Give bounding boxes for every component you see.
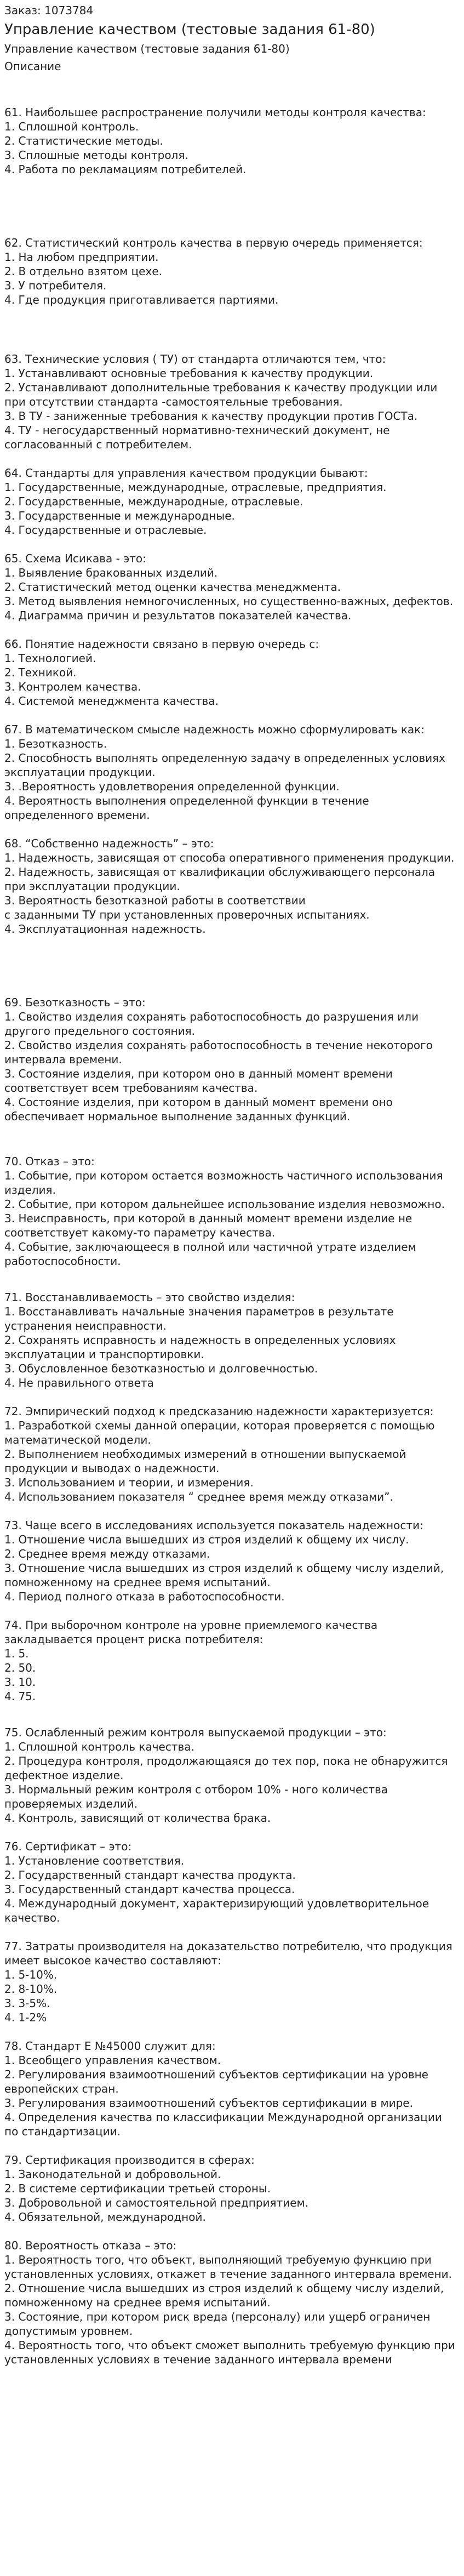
answer-option: 3. .Вероятность удовлетворения определенной функции. xyxy=(4,780,340,793)
answer-option: 4. Государственные и отраслевые. xyxy=(4,523,207,537)
answer-option: 4. 75. xyxy=(4,1690,36,1703)
answer-option: 1. Вероятность того, что объект, выполняющий требуемую функцию при установленных условиях, откажет в течение заданного интервала времени. xyxy=(4,2253,452,2281)
answer-option: 4. Вероятность выполнения определенной функции в течение определенного времени. xyxy=(4,794,369,822)
question-text: 75. Ослабленный режим контроля выпускаемой продукции – это: xyxy=(4,1726,387,1739)
answer-option: 2. Способность выполнять определенную задачу в определенных условиях эксплуатации продукции. xyxy=(4,751,445,779)
answer-option: 3. Метод выявления немногочисленных, но существенно-важных, дефектов. xyxy=(4,595,454,608)
answer-option: 3. В ТУ - заниженные требования к качеству продукции против ГОСТа. xyxy=(4,409,418,423)
question-block xyxy=(4,1618,459,1703)
answer-option: 4. Эксплуатационная надежность. xyxy=(4,922,206,936)
question-text: 72. Эмпирический подход к предсказанию надежности характеризуется: xyxy=(4,1405,434,1418)
question-block xyxy=(4,236,459,307)
answer-option: 4. ТУ - негосударственный нормативно-технический документ, не согласованный с потребителем. xyxy=(4,424,390,451)
question-text: 80. Вероятность отказа – это: xyxy=(4,2239,177,2252)
question-text: 77. Затраты производителя на доказательство потребителю, что продукция имеет высокое качество составляют: xyxy=(4,1940,452,1967)
answer-option: 3. Добровольной и самостоятельной предприятием. xyxy=(4,2196,308,2209)
question-block xyxy=(4,1725,459,1825)
question-text: 67. В математическом смысле надежность можно сформулировать как: xyxy=(4,723,425,736)
answer-option: с заданными ТУ при установленных проверочных испытаниях. xyxy=(4,908,370,921)
answer-option: 2. Техникой. xyxy=(4,666,77,679)
answer-option: 2. 50. xyxy=(4,1661,36,1674)
answer-option: 1. Государственные, международные, отраслевые, предприятия. xyxy=(4,481,387,494)
answer-option: 2. Устанавливают дополнительные требования к качеству продукции или при отсутствии стандарта -самостоятельные требования. xyxy=(4,381,438,408)
answer-option: 3. 3-5%. xyxy=(4,1997,50,2010)
question-text: 61. Наибольшее распространение получили методы контроля качества: xyxy=(4,106,426,119)
question-text: 68. “Собственно надежность” – это: xyxy=(4,837,214,850)
question-block xyxy=(4,995,459,1124)
answer-option: 4. Состояние изделия, при котором в данный момент времени оно обеспечивает нормальное выполнение заданных функций. xyxy=(4,1096,393,1123)
question-block xyxy=(4,1154,459,1268)
answer-option: 1. Сплошной контроль качества. xyxy=(4,1740,194,1753)
order-number: Заказ: 1073784 xyxy=(4,4,94,17)
question-block xyxy=(4,637,459,708)
answer-option: 2. Надежность, зависящая от квалификации обслуживающего персонала при эксплуатации продукции. xyxy=(4,865,436,893)
question-block xyxy=(4,105,459,176)
question-block xyxy=(4,1839,459,1925)
answer-option: 3. Регулирования взаимоотношений субъектов сертификации в мире. xyxy=(4,2096,413,2110)
answer-option: 2. Статистические методы. xyxy=(4,134,163,147)
answer-option: 4. Вероятность того, что объект сможет выполнить требуемую функцию при установленных условиях в течение заданного интервала времени xyxy=(4,2339,455,2366)
answer-option: 3. Неисправность, при которой в данный момент времени изделие не соответствует какому-то параметру качества. xyxy=(4,1212,413,1239)
description-heading: Описание xyxy=(4,60,61,73)
answer-option: 4. Контроль, зависящий от количества брака. xyxy=(4,1811,271,1825)
question-block xyxy=(4,352,459,452)
question-text: 76. Сертификат – это: xyxy=(4,1840,132,1853)
answer-option: 3. Государственный стандарт качества процесса. xyxy=(4,1883,295,1896)
question-block xyxy=(4,1939,459,2025)
question-text: 66. Понятие надежности связано в первую очередь с: xyxy=(4,637,319,651)
answer-option: 1. Сплошной контроль. xyxy=(4,120,139,133)
question-text: 79. Сертификация производится в сферах: xyxy=(4,2153,255,2167)
question-text: 65. Схема Исикава - это: xyxy=(4,552,146,565)
question-text: 78. Стандарт Е №45000 служит для: xyxy=(4,2039,216,2053)
answer-option: 4. Определения качества по классификации Международной организации по стандартизации. xyxy=(4,2111,442,2138)
answer-option: 2. Выполнением необходимых измерений в отношении выпускаемой продукции и выводах о надежности. xyxy=(4,1447,406,1475)
answer-option: 4. Системой менеджмента качества. xyxy=(4,694,219,708)
answer-option: 3. 10. xyxy=(4,1675,36,1689)
answer-option: 4. Не правильного ответа xyxy=(4,1376,154,1389)
answer-option: 4. Период полного отказа в работоспособности. xyxy=(4,1590,285,1603)
answer-option: 2. Государственные, международные, отраслевые. xyxy=(4,495,303,508)
page-title: Управление качеством (тестовые задания 61-80) xyxy=(4,21,375,38)
question-text: 63. Технические условия ( ТУ) от стандарта отличаются тем, что: xyxy=(4,352,386,366)
answer-option: 4. Где продукция приготавливается партиями. xyxy=(4,293,279,306)
answer-option: 3. Обусловленное безотказностью и долговечностью. xyxy=(4,1362,318,1375)
question-block xyxy=(4,1518,459,1604)
answer-option: 1. Разработкой схемы данной операции, которая проверяется с помощью математической модели. xyxy=(4,1419,435,1446)
question-block xyxy=(4,551,459,623)
answer-option: 1. Событие, при котором остается возможность частичного использования изделия. xyxy=(4,1169,443,1196)
answer-option: 3. У потребителя. xyxy=(4,279,107,292)
answer-option: 1. Безотказность. xyxy=(4,737,107,750)
answer-option: 1. Отношение числа вышедших из строя изделий к общему их числу. xyxy=(4,1533,409,1546)
answer-option: 1. 5-10%. xyxy=(4,1968,58,1981)
answer-option: 4. Диаграмма причин и результатов показателей качества. xyxy=(4,609,352,622)
question-block xyxy=(4,1290,459,1390)
answer-option: 1. Всеобщего управления качеством. xyxy=(4,2054,221,2067)
answer-option: 2. Статистический метод оценки качества менеджмента. xyxy=(4,580,341,594)
answer-option: 4. Международный документ, характеризирующий удовлетворительное качество. xyxy=(4,1897,429,1924)
answer-option: 2. 8-10%. xyxy=(4,1982,58,1996)
question-block xyxy=(4,1404,459,1504)
answer-option: 3. Государственные и международные. xyxy=(4,509,235,522)
question-text: 70. Отказ – это: xyxy=(4,1155,95,1168)
answer-option: 3. Состояние, при котором риск вреда (персоналу) или ущерб ограничен допустимым уровнем. xyxy=(4,2310,431,2338)
answer-option: 4. 1-2% xyxy=(4,2011,47,2024)
answer-option: 4. Использованием показателя “ среднее время между отказами”. xyxy=(4,1490,393,1503)
answer-option: 1. Технологией. xyxy=(4,652,96,665)
answer-option: 3. Состояние изделия, при котором оно в данный момент времени соответствует всем требованиям качества. xyxy=(4,1067,393,1095)
answer-option: 4. Событие, заключающееся в полной или частичной утрате изделием работоспособности. xyxy=(4,1240,416,1268)
answer-option: 4. Обязательной, международной. xyxy=(4,2210,206,2224)
question-text: 62. Статистический контроль качества в первую очередь применяется: xyxy=(4,236,423,249)
answer-option: 3. Нормальный режим контроля с отбором 10% - ного количества проверяемых изделий. xyxy=(4,1783,388,1810)
page-subtitle: Управление качеством (тестовые задания 61-80) xyxy=(4,42,290,55)
answer-option: 2. В системе сертификации третьей стороны. xyxy=(4,2182,271,2195)
answer-option: 3. Сплошные методы контроля. xyxy=(4,149,188,162)
answer-option: 2. Среднее время между отказами. xyxy=(4,1547,210,1560)
question-block xyxy=(4,2153,459,2224)
answer-option: 1. Установление соответствия. xyxy=(4,1854,185,1867)
answer-option: 2. Сохранять исправность и надежность в определенных условиях эксплуатации и транспортировки. xyxy=(4,1333,396,1361)
answer-option: 3. Вероятность безотказной работы в соответствии xyxy=(4,894,306,907)
question-block xyxy=(4,2039,459,2139)
question-text: 73. Чаще всего в исследованиях используется показатель надежности: xyxy=(4,1519,423,1532)
answer-option: 1. Выявление бракованных изделий. xyxy=(4,566,218,579)
question-text: 64. Стандарты для управления качеством продукции бывают: xyxy=(4,466,368,480)
answer-option: 1. Законодательной и добровольной. xyxy=(4,2168,221,2181)
answer-option: 1. Восстанавливать начальные значения параметров в результате устранения неисправности. xyxy=(4,1305,394,1332)
question-block xyxy=(4,722,459,822)
answer-option: 4. Работа по рекламациям потребителей. xyxy=(4,163,247,176)
questions-list xyxy=(4,105,459,2367)
question-block xyxy=(4,2238,459,2367)
question-block xyxy=(4,466,459,537)
question-text: 74. При выборочном контроле на уровне приемлемого качества закладывается процент риска потребителя: xyxy=(4,1618,378,1646)
answer-option: 1. 5. xyxy=(4,1647,29,1660)
answer-option: 2. Событие, при котором дальнейшее использование изделия невозможно. xyxy=(4,1198,445,1211)
answer-option: 1. Надежность, зависящая от способа оперативного применения продукции. xyxy=(4,851,455,864)
answer-option: 2. Отношение числа вышедших из строя изделий к общему числу изделий, помноженному на среднее время испытаний. xyxy=(4,2282,444,2309)
answer-option: 2. В отдельно взятом цехе. xyxy=(4,265,162,278)
answer-option: 3. Отношение числа вышедших из строя изделий к общему числу изделий, помноженному на среднее время испытаний. xyxy=(4,1561,444,1589)
answer-option: 2. Регулирования взаимоотношений субъектов сертификации на уровне европейских стран. xyxy=(4,2068,428,2095)
answer-option: 3. Использованием и теории, и измерения. xyxy=(4,1476,254,1489)
answer-option: 1. На любом предприятии. xyxy=(4,250,159,264)
question-text: 69. Безотказность – это: xyxy=(4,996,146,1009)
question-text: 71. Восстанавливаемость – это свойство изделия: xyxy=(4,1291,295,1304)
answer-option: 2. Свойство изделия сохранять работоспособность в течение некоторого интервала времени. xyxy=(4,1039,433,1066)
answer-option: 3. Контролем качества. xyxy=(4,680,141,693)
question-block xyxy=(4,836,459,936)
answer-option: 1. Устанавливают основные требования к качеству продукции. xyxy=(4,367,374,380)
answer-option: 2. Процедура контроля, продолжающаяся до тех пор, пока не обнаружится дефектное изделие. xyxy=(4,1754,448,1782)
answer-option: 1. Свойство изделия сохранять работоспособность до разрушения или другого предельного состояния. xyxy=(4,1010,419,1038)
answer-option: 2. Государственный стандарт качества продукта. xyxy=(4,1868,296,1882)
